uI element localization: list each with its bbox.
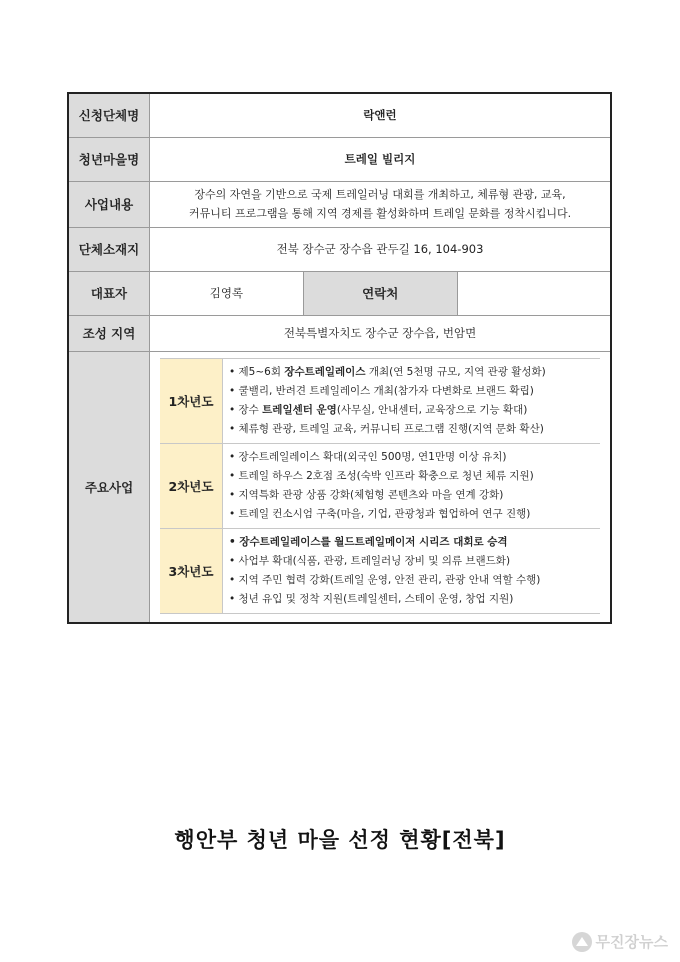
year-row-3 [160,528,600,613]
business-line-2: 커뮤니티 프로그램을 통해 지역 경제를 활성화하며 트레일 문화를 정착시킵니다. [188,207,572,220]
year3-item-1: • 장수트레일레이스를 월드트레일메이저 시리즈 대회로 승격 [229,535,508,548]
mountain-logo-icon [572,932,592,952]
village-value: 트레일 빌리지 [344,152,416,166]
main-label: 주요사업 [68,351,150,623]
year2-item-2: • 트레일 하우스 2호점 조성(숙박 인프라 확충으로 청년 체류 지원) [229,469,534,482]
year1-item-1: • 제5~6회 장수트레일레이스 개최(연 5천명 규모, 지역 관광 활성화) [229,365,546,378]
business-desc [150,185,610,223]
region-value: 전북특별자치도 장수군 장수읍, 번암면 [150,315,612,351]
year-row-1 [160,358,600,443]
row-main-business [68,351,611,623]
row-address [68,227,611,271]
year1-item-2: • 쿨밸리, 반려견 트레일레이스 개최(참가자 다변화로 브랜드 확립) [229,384,534,397]
watermark [572,931,668,952]
watermark-text: 무진장뉴스 [595,933,668,951]
org-value: 락앤런 [363,108,397,123]
year2-item-1: • 장수트레일레이스 확대(외국인 500명, 연1만명 이상 유치) [229,450,507,463]
page-title: 행안부 청년 마을 선정 현황[전북] [174,828,506,852]
year-row-2 [160,443,600,528]
business-label: 사업내용 [68,181,150,227]
year2-item-4: • 트레일 컨소시엄 구축(마을, 기업, 관광청과 협업하여 연구 진행) [229,507,531,520]
region-label: 조성 지역 [68,315,150,351]
year3-item-4: • 청년 유입 및 정착 지원(트레일센터, 스테이 운영, 창업 지원) [229,592,514,605]
business-line-1: 장수의 자연을 기반으로 국제 트레일러닝 대회를 개최하고, 체류형 관광, 교육, [194,188,566,201]
application-table [67,92,612,624]
year-items-3 [223,528,601,613]
year3-item-2: • 사업부 확대(식품, 관광, 트레일러닝 장비 및 의류 브랜드화) [229,554,511,567]
org-label: 신청단체명 [68,93,150,137]
year2-item-3: • 지역특화 관광 상품 강화(체험형 콘텐츠와 마을 연계 강화) [229,488,504,501]
year-label-2: 2차년도 [160,443,223,528]
main-business-cell [150,351,612,623]
rep-value: 김영록 [150,271,304,315]
contact-label: 연락처 [303,271,457,315]
row-business [68,181,611,227]
address-label: 단체소재지 [68,227,150,271]
year-plan-table [160,358,600,614]
village-label: 청년마을명 [68,137,150,181]
row-org [68,93,611,137]
rep-label: 대표자 [68,271,150,315]
address-value: 전북 장수군 장수읍 관두길 16, 104-903 [150,227,612,271]
year3-item-3: • 지역 주민 협력 강화(트레일 운영, 안전 관리, 관광 안내 역할 수행) [229,573,541,586]
year-items-2 [223,443,601,528]
year1-item-3: • 장수 트레일센터 운영(사무실, 안내센터, 교육장으로 기능 확대) [229,403,528,416]
year-label-1: 1차년도 [160,358,223,443]
row-region [68,315,611,351]
year-label-3: 3차년도 [160,528,223,613]
contact-value [457,271,611,315]
row-village [68,137,611,181]
row-representative [68,271,611,315]
year-items-1 [223,358,601,443]
year1-item-4: • 체류형 관광, 트레일 교육, 커뮤니티 프로그램 진행(지역 문화 확산) [229,422,544,435]
